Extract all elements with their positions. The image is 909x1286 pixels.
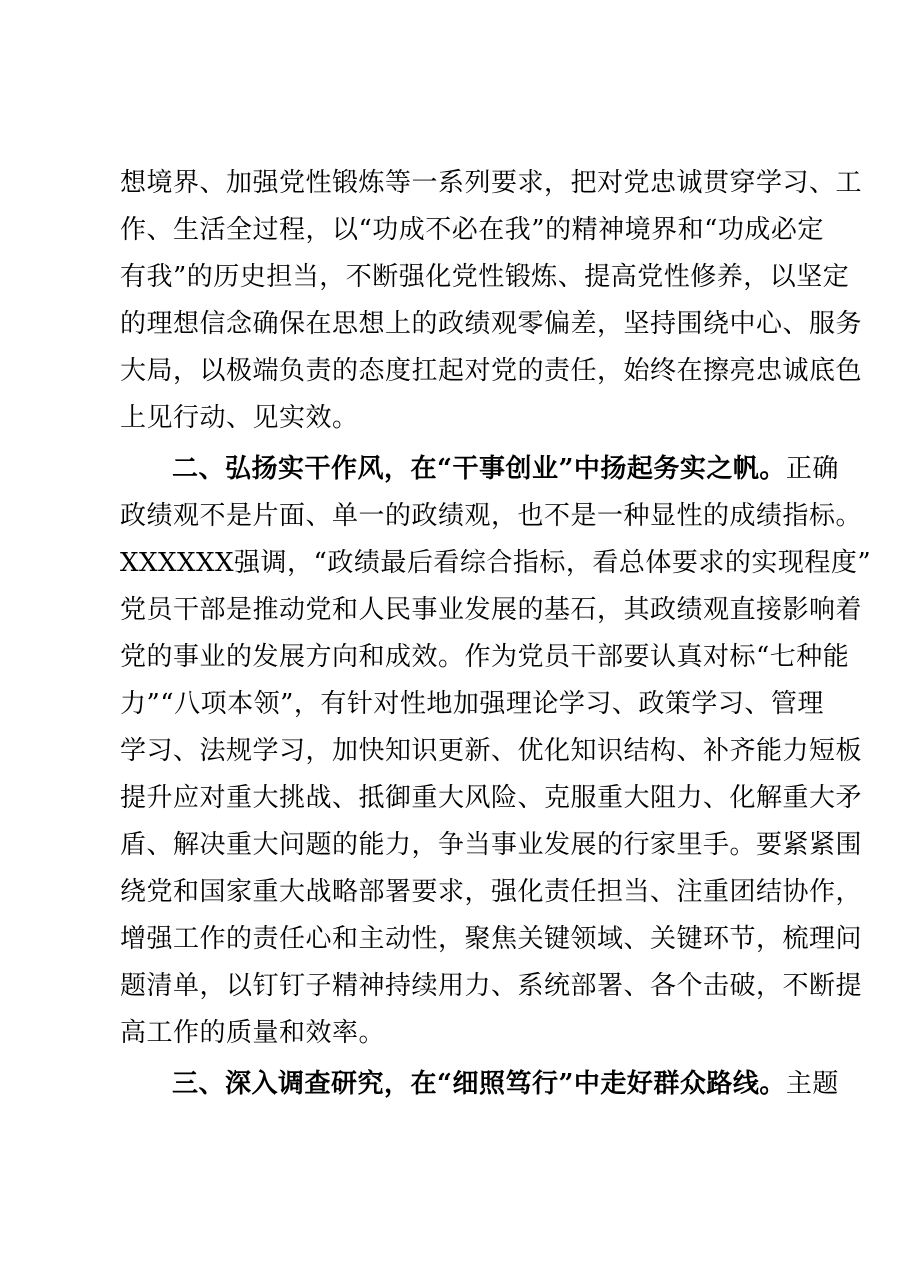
- body-text-line: 的理想信念确保在思想上的政绩观零偏差，坚持围绕中心、服务: [120, 309, 863, 339]
- body-text-line: 想境界、加强党性锻炼等一系列要求，把对党忠诚贯穿学习、工: [120, 168, 863, 198]
- body-text-fragment: 正确: [785, 454, 839, 484]
- body-text-line: 上见行动、见实效。: [120, 403, 359, 433]
- body-text-line: XXXXXX强调，“政绩最后看综合指标，看总体要求的实现程度”: [120, 548, 872, 578]
- body-text-line: 党员干部是推动党和人民事业发展的基石，其政绩观直接影响着: [120, 595, 863, 625]
- body-text-line: 作、生活全过程，以“功成不必在我”的精神境界和“功成必定: [120, 215, 824, 245]
- body-text-line: 学习、法规学习，加快知识更新、优化知识结构、补齐能力短板: [120, 736, 863, 766]
- section-heading: 二、弘扬实干作风，在“干事创业”中扬起务实之帆。: [172, 454, 786, 484]
- body-text-line: 绕党和国家重大战略部署要求，强化责任担当、注重团结协作，: [120, 877, 863, 907]
- body-text-line: 有我”的历史担当，不断强化党性锻炼、提高党性修养，以坚定: [120, 262, 850, 292]
- body-text-line: 大局，以极端负责的态度扛起对党的责任，始终在擦亮忠诚底色: [120, 356, 863, 386]
- body-text-line: 题清单，以钉钉子精神持续用力、系统部署、各个击破，不断提: [120, 971, 863, 1001]
- section-heading-line: [172, 449, 839, 489]
- body-text-line: 提升应对重大挑战、抵御重大风险、克服重大阻力、化解重大矛: [120, 783, 863, 813]
- body-text-line: 党的事业的发展方向和成效。作为党员干部要认真对标“七种能: [120, 642, 850, 672]
- body-text-line: 盾、解决重大问题的能力，争当事业发展的行家里手。要紧紧围: [120, 830, 863, 860]
- body-text-line: 高工作的质量和效率。: [120, 1018, 386, 1048]
- body-text-line: 增强工作的责任心和主动性，聚焦关键领域、关键环节，梳理问: [120, 924, 863, 954]
- section-heading-line: [172, 1064, 839, 1104]
- section-heading: 三、深入调查研究，在“细照笃行”中走好群众路线。: [172, 1069, 786, 1099]
- body-text-line: 力”“八项本领”，有针对性地加强理论学习、政策学习、管理: [120, 689, 824, 719]
- body-text-line: 政绩观不是片面、单一的政绩观，也不是一种显性的成绩指标。: [120, 501, 863, 531]
- body-text-fragment: 主题: [785, 1069, 839, 1099]
